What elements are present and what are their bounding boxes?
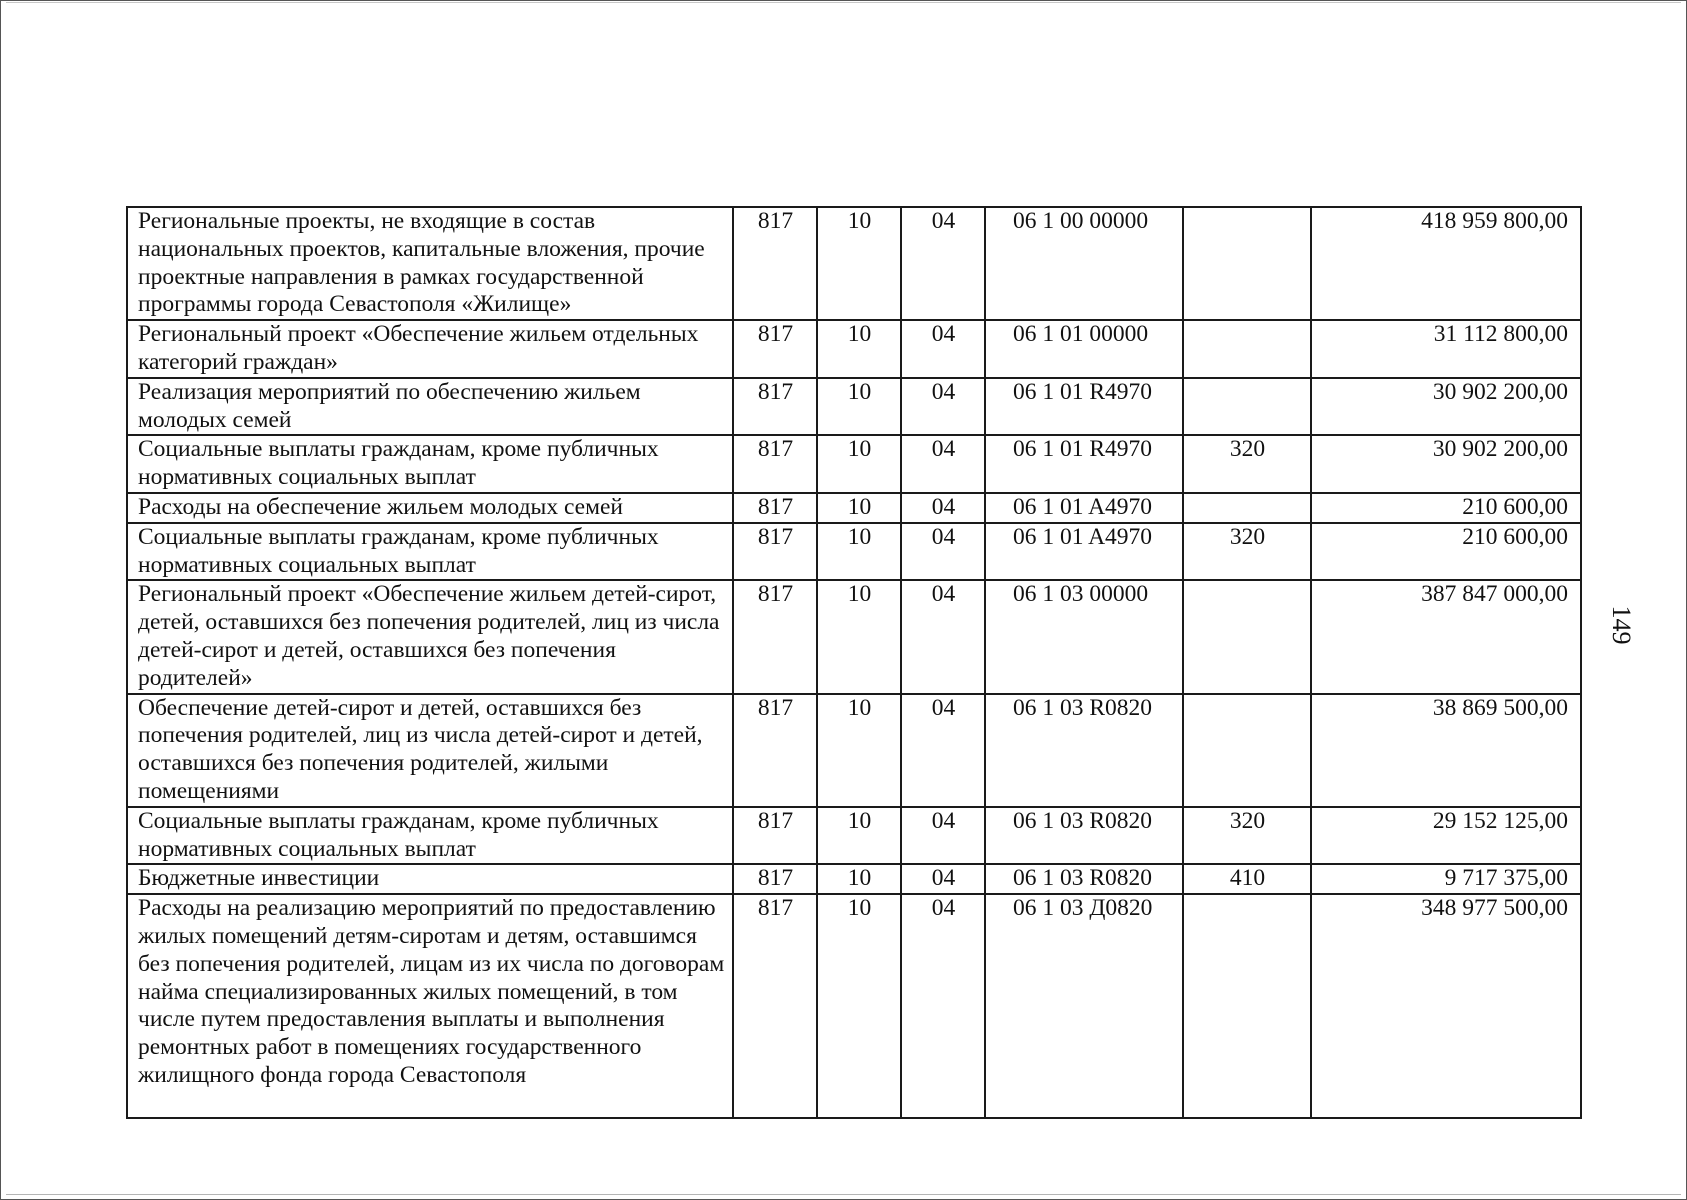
department-code: 817 <box>733 694 817 807</box>
target-article-code: 06 1 01 A4970 <box>985 523 1183 581</box>
table-row <box>127 523 1581 581</box>
table-row <box>127 580 1581 693</box>
subsection-code: 04 <box>901 493 985 523</box>
expense-name: Региональный проект «Обеспечение жильем отдельных категорий граждан» <box>127 320 733 378</box>
table-row <box>127 894 1581 1118</box>
department-code: 817 <box>733 207 817 320</box>
subsection-code: 04 <box>901 435 985 493</box>
section-code: 10 <box>817 378 901 436</box>
expense-name: Социальные выплаты гражданам, кроме публичных нормативных социальных выплат <box>127 523 733 581</box>
section-code: 10 <box>817 894 901 1118</box>
expense-type-code <box>1183 378 1311 436</box>
target-article-code: 06 1 03 R0820 <box>985 694 1183 807</box>
expense-name: Социальные выплаты гражданам, кроме публичных нормативных социальных выплат <box>127 435 733 493</box>
section-code: 10 <box>817 864 901 894</box>
amount: 38 869 500,00 <box>1311 694 1581 807</box>
department-code: 817 <box>733 320 817 378</box>
target-article-code: 06 1 03 00000 <box>985 580 1183 693</box>
expense-name: Обеспечение детей-сирот и детей, оставшихся без попечения родителей, лиц из числа детей-сирот и детей, оставшихся без попечения родителей, жилыми помещениями <box>127 694 733 807</box>
section-code: 10 <box>817 523 901 581</box>
section-code: 10 <box>817 320 901 378</box>
target-article-code: 06 1 03 R0820 <box>985 807 1183 865</box>
expense-name: Расходы на реализацию мероприятий по предоставлению жилых помещений детям-сиротам и детям, оставшимся без попечения родителей, лицам из их числа по договорам найма специализированных жилых помещений, в том числе путем предоставления выплаты и выполнения ремонтных работ в помещениях государственного жилищного фонда города Севастополя <box>127 894 733 1118</box>
amount: 9 717 375,00 <box>1311 864 1581 894</box>
table-row <box>127 320 1581 378</box>
expense-name: Региональные проекты, не входящие в состав национальных проектов, капитальные вложения, прочие проектные направления в рамках государственной программы города Севастополя «Жилище» <box>127 207 733 320</box>
expense-type-code <box>1183 694 1311 807</box>
expense-name: Социальные выплаты гражданам, кроме публичных нормативных социальных выплат <box>127 807 733 865</box>
subsection-code: 04 <box>901 694 985 807</box>
department-code: 817 <box>733 807 817 865</box>
expense-type-code <box>1183 493 1311 523</box>
amount: 210 600,00 <box>1311 493 1581 523</box>
expense-name: Бюджетные инвестиции <box>127 864 733 894</box>
expense-type-code <box>1183 320 1311 378</box>
expense-type-code: 320 <box>1183 807 1311 865</box>
table-row <box>127 807 1581 865</box>
subsection-code: 04 <box>901 523 985 581</box>
department-code: 817 <box>733 894 817 1118</box>
amount: 418 959 800,00 <box>1311 207 1581 320</box>
scan-artifact-top <box>6 2 1681 3</box>
table-row <box>127 864 1581 894</box>
subsection-code: 04 <box>901 894 985 1118</box>
expense-type-code <box>1183 207 1311 320</box>
expense-type-code: 320 <box>1183 523 1311 581</box>
table-row <box>127 378 1581 436</box>
target-article-code: 06 1 01 R4970 <box>985 435 1183 493</box>
section-code: 10 <box>817 207 901 320</box>
target-article-code: 06 1 00 00000 <box>985 207 1183 320</box>
department-code: 817 <box>733 580 817 693</box>
subsection-code: 04 <box>901 378 985 436</box>
section-code: 10 <box>817 580 901 693</box>
amount: 210 600,00 <box>1311 523 1581 581</box>
section-code: 10 <box>817 807 901 865</box>
table-row <box>127 435 1581 493</box>
subsection-code: 04 <box>901 864 985 894</box>
department-code: 817 <box>733 378 817 436</box>
expense-name: Региональный проект «Обеспечение жильем детей-сирот, детей, оставшихся без попечения родителей, лиц из числа детей-сирот и детей, оставшихся без попечения родителей» <box>127 580 733 693</box>
expense-type-code <box>1183 894 1311 1118</box>
table-row <box>127 493 1581 523</box>
budget-table-body <box>127 207 1581 1118</box>
table-row <box>127 694 1581 807</box>
budget-table <box>126 206 1582 1119</box>
subsection-code: 04 <box>901 320 985 378</box>
subsection-code: 04 <box>901 807 985 865</box>
target-article-code: 06 1 03 Д0820 <box>985 894 1183 1118</box>
department-code: 817 <box>733 864 817 894</box>
expense-type-code <box>1183 580 1311 693</box>
department-code: 817 <box>733 435 817 493</box>
scan-artifact-bottom <box>6 1194 1681 1195</box>
department-code: 817 <box>733 493 817 523</box>
amount: 348 977 500,00 <box>1311 894 1581 1118</box>
target-article-code: 06 1 01 A4970 <box>985 493 1183 523</box>
section-code: 10 <box>817 435 901 493</box>
target-article-code: 06 1 01 R4970 <box>985 378 1183 436</box>
amount: 29 152 125,00 <box>1311 807 1581 865</box>
page-number: 149 <box>1607 605 1636 645</box>
section-code: 10 <box>817 493 901 523</box>
expense-type-code: 320 <box>1183 435 1311 493</box>
table-row <box>127 207 1581 320</box>
amount: 30 902 200,00 <box>1311 378 1581 436</box>
subsection-code: 04 <box>901 207 985 320</box>
section-code: 10 <box>817 694 901 807</box>
amount: 387 847 000,00 <box>1311 580 1581 693</box>
target-article-code: 06 1 03 R0820 <box>985 864 1183 894</box>
expense-type-code: 410 <box>1183 864 1311 894</box>
expense-name: Реализация мероприятий по обеспечению жильем молодых семей <box>127 378 733 436</box>
target-article-code: 06 1 01 00000 <box>985 320 1183 378</box>
subsection-code: 04 <box>901 580 985 693</box>
amount: 31 112 800,00 <box>1311 320 1581 378</box>
expense-name: Расходы на обеспечение жильем молодых семей <box>127 493 733 523</box>
department-code: 817 <box>733 523 817 581</box>
amount: 30 902 200,00 <box>1311 435 1581 493</box>
